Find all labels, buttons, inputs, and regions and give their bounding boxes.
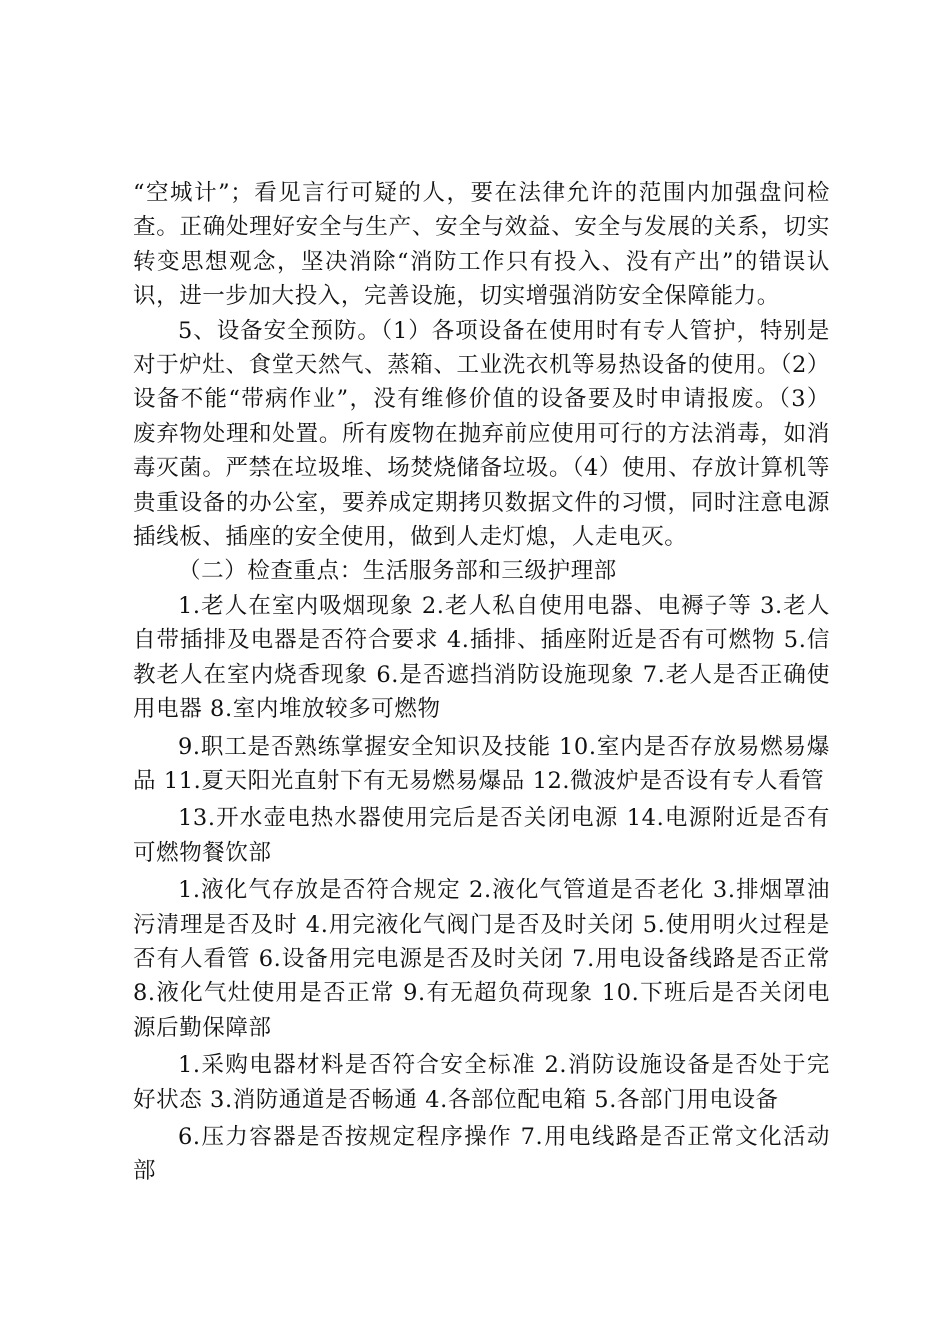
paragraph-fire-safety-awareness: “空城计”；看见言行可疑的人，要在法律允许的范围内加强盘问检查。正确处理好安全与生产、安全与效益、安全与发展的关系，切实转变思想观念，坚决消除“消防工作只有投入、没有产出”的错误认识，进一步加大投入，完善设施，切实增强消防安全保障能力。	[133, 180, 830, 310]
paragraph-logistics-checks: 1.采购电器材料是否符合安全标准 2.消防设施设备是否处于完好状态 3.消防通道是否畅通 4.各部位配电箱 5.各部门用电设备	[133, 1052, 830, 1113]
paragraph-elderly-checks: 1.老人在室内吸烟现象 2.老人私自使用电器、电褥子等 3.老人自带插排及电器是否符合要求 4.插排、插座附近是否有可燃物 5.信教老人在室内烧香现象 6.是否遮挡消防设施现象 7.老人是否正确使用电器 8.室内堆放较多可燃物	[133, 592, 830, 723]
paragraph-kettle-checks: 13.开水壶电热水器使用完后是否关闭电源 14.电源附近是否有可燃物餐饮部	[133, 805, 830, 866]
paragraph-staff-checks: 9.职工是否熟练掌握安全知识及技能 10.室内是否存放易燃易爆品 11.夏天阳光直射下有无易燃易爆品 12.微波炉是否设有专人看管	[133, 733, 830, 794]
section-heading-inspection-focus: （二）检查重点：生活服务部和三级护理部	[178, 558, 617, 585]
paragraph-pressure-vessel-checks: 6.压力容器是否按规定程序操作 7.用电线路是否正常文化活动部	[133, 1123, 830, 1185]
paragraph-catering-checks: 1.液化气存放是否符合规定 2.液化气管道是否老化 3.排烟罩油污清理是否及时 4.用完液化气阀门是否及时关闭 5.使用明火过程是否有人看管 6.设备用完电源是否及时关闭 7.用电设备线路是否正常 8.液化气灶使用是否正常 9.有无超负荷现象 10.下班后是否关闭电源后勤保障部	[133, 877, 830, 1041]
paragraph-equipment-safety: 5、设备安全预防。（1）各项设备在使用时有专人管护，特别是对于炉灶、食堂天然气、蒸箱、工业洗衣机等易热设备的使用。（2）设备不能“带病作业”，没有维修价值的设备要及时申请报废。（3）废弃物处理和处置。所有废物在抛弃前应使用可行的方法消毒，如消毒灭菌。严禁在垃圾堆、场焚烧储备垃圾。（4）使用、存放计算机等贵重设备的办公室，要养成定期拷贝数据文件的习惯，同时注意电源插线板、插座的安全使用，做到人走灯熄，人走电灭。	[133, 317, 830, 551]
document-body	[133, 176, 830, 1189]
